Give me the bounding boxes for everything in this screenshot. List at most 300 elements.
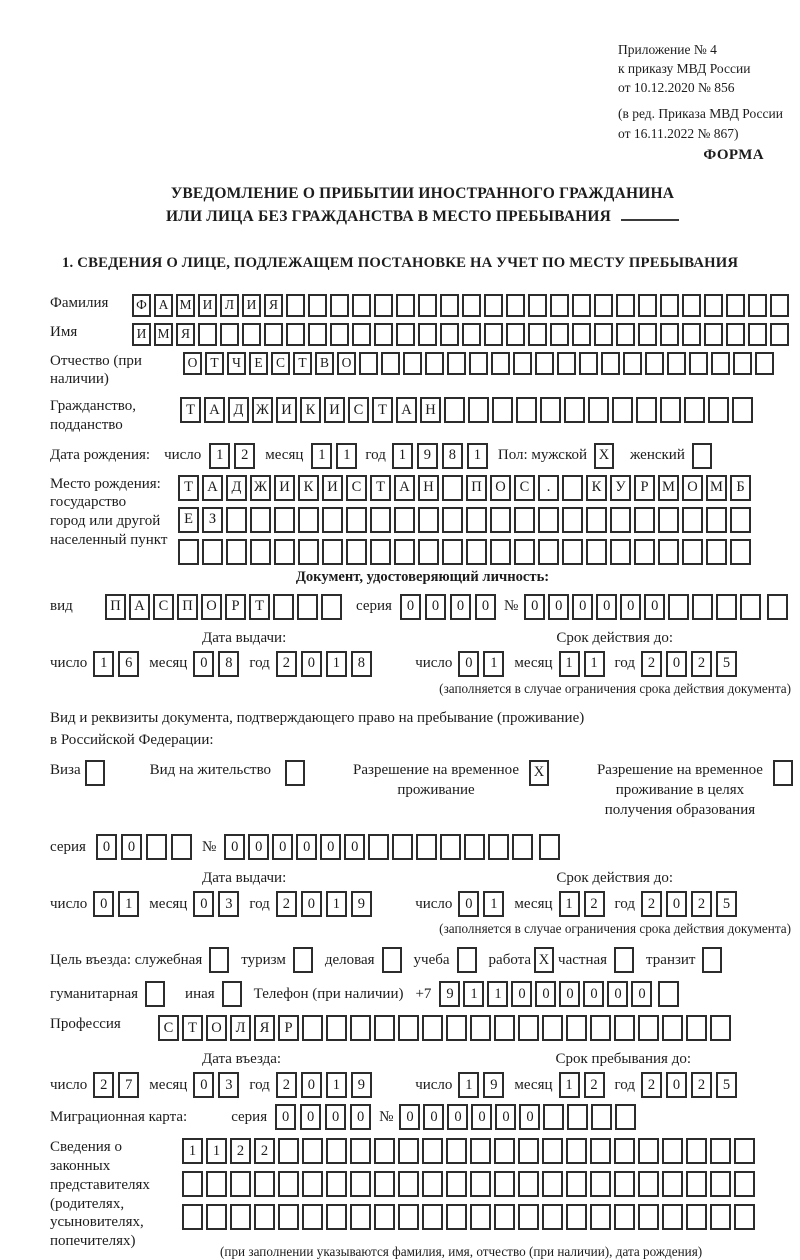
residence-expiry-year-cells[interactable] xyxy=(641,891,737,917)
char-cell[interactable]: И xyxy=(132,323,151,346)
migration-number-cells[interactable] xyxy=(399,1104,636,1130)
stay-day-cells[interactable] xyxy=(458,1072,504,1098)
char-cell[interactable] xyxy=(422,1204,443,1230)
char-cell[interactable] xyxy=(403,352,422,375)
char-cell[interactable]: 3 xyxy=(218,891,239,917)
char-cell[interactable]: О xyxy=(183,352,202,375)
char-cell[interactable] xyxy=(734,1171,755,1197)
char-cell[interactable] xyxy=(491,352,510,375)
char-cell[interactable] xyxy=(230,1204,251,1230)
birth-year-cells[interactable] xyxy=(392,443,488,469)
char-cell[interactable] xyxy=(209,947,229,973)
char-cell[interactable] xyxy=(692,443,712,469)
char-cell[interactable] xyxy=(740,594,761,620)
char-cell[interactable] xyxy=(446,1138,467,1164)
char-cell[interactable] xyxy=(220,323,239,346)
char-cell[interactable] xyxy=(254,1204,275,1230)
char-cell[interactable]: 0 xyxy=(559,981,580,1007)
char-cell[interactable]: 1 xyxy=(487,981,508,1007)
char-cell[interactable] xyxy=(416,834,437,860)
char-cell[interactable] xyxy=(346,507,367,533)
residence-number-extra-cell[interactable] xyxy=(539,834,560,860)
char-cell[interactable] xyxy=(726,294,745,317)
char-cell[interactable]: 2 xyxy=(691,651,712,677)
char-cell[interactable] xyxy=(732,397,753,423)
char-cell[interactable]: Я xyxy=(254,1015,275,1041)
char-cell[interactable] xyxy=(470,1138,491,1164)
char-cell[interactable]: 0 xyxy=(458,651,479,677)
char-cell[interactable]: 2 xyxy=(254,1138,275,1164)
char-cell[interactable] xyxy=(686,1171,707,1197)
char-cell[interactable] xyxy=(566,1015,587,1041)
char-cell[interactable] xyxy=(748,323,767,346)
char-cell[interactable] xyxy=(542,1138,563,1164)
char-cell[interactable] xyxy=(442,507,463,533)
purpose-official-checkbox[interactable] xyxy=(209,947,229,973)
char-cell[interactable]: Т xyxy=(182,1015,203,1041)
expiry-year-cells[interactable] xyxy=(641,651,737,677)
char-cell[interactable] xyxy=(264,323,283,346)
char-cell[interactable] xyxy=(440,294,459,317)
char-cell[interactable] xyxy=(178,539,199,565)
char-cell[interactable]: 0 xyxy=(193,891,214,917)
char-cell[interactable] xyxy=(770,323,789,346)
char-cell[interactable] xyxy=(322,507,343,533)
char-cell[interactable] xyxy=(470,1171,491,1197)
char-cell[interactable]: 9 xyxy=(351,1072,372,1098)
char-cell[interactable] xyxy=(374,1171,395,1197)
char-cell[interactable] xyxy=(734,1138,755,1164)
char-cell[interactable] xyxy=(614,1171,635,1197)
char-cell[interactable] xyxy=(278,1204,299,1230)
char-cell[interactable]: 0 xyxy=(300,1104,321,1130)
char-cell[interactable]: 0 xyxy=(475,594,496,620)
char-cell[interactable] xyxy=(567,1104,588,1130)
surname-cells[interactable] xyxy=(132,294,789,317)
char-cell[interactable] xyxy=(634,507,655,533)
char-cell[interactable] xyxy=(658,507,679,533)
char-cell[interactable] xyxy=(614,1204,635,1230)
char-cell[interactable] xyxy=(422,1171,443,1197)
char-cell[interactable] xyxy=(394,507,415,533)
char-cell[interactable]: 2 xyxy=(276,1072,297,1098)
char-cell[interactable] xyxy=(579,352,598,375)
char-cell[interactable] xyxy=(645,352,664,375)
char-cell[interactable]: 0 xyxy=(224,834,245,860)
char-cell[interactable] xyxy=(398,1204,419,1230)
char-cell[interactable] xyxy=(326,1138,347,1164)
char-cell[interactable] xyxy=(662,1138,683,1164)
citizenship-cells[interactable] xyxy=(180,397,753,423)
char-cell[interactable]: 8 xyxy=(218,651,239,677)
char-cell[interactable]: 2 xyxy=(641,651,662,677)
char-cell[interactable] xyxy=(538,539,559,565)
char-cell[interactable]: 5 xyxy=(716,891,737,917)
char-cell[interactable]: 1 xyxy=(118,891,139,917)
stay-year-cells[interactable] xyxy=(641,1072,737,1098)
char-cell[interactable] xyxy=(636,397,657,423)
char-cell[interactable] xyxy=(85,760,105,786)
purpose-private-checkbox[interactable] xyxy=(614,947,634,973)
char-cell[interactable] xyxy=(374,1015,395,1041)
birth-day-cells[interactable] xyxy=(209,443,255,469)
char-cell[interactable] xyxy=(770,294,789,317)
char-cell[interactable] xyxy=(398,1138,419,1164)
name-cells[interactable] xyxy=(132,323,789,346)
residence-permit-checkbox[interactable] xyxy=(285,760,305,786)
char-cell[interactable]: С xyxy=(271,352,290,375)
char-cell[interactable]: Б xyxy=(730,475,751,501)
char-cell[interactable] xyxy=(590,1204,611,1230)
char-cell[interactable]: 1 xyxy=(336,443,357,469)
char-cell[interactable]: 1 xyxy=(483,891,504,917)
legal-cells-row1[interactable] xyxy=(182,1138,755,1164)
char-cell[interactable] xyxy=(564,397,585,423)
char-cell[interactable] xyxy=(490,507,511,533)
char-cell[interactable] xyxy=(557,352,576,375)
char-cell[interactable] xyxy=(562,475,583,501)
doc-series-cells[interactable] xyxy=(400,594,496,620)
char-cell[interactable] xyxy=(302,1015,323,1041)
char-cell[interactable] xyxy=(382,947,402,973)
char-cell[interactable] xyxy=(562,507,583,533)
purpose-other-checkbox[interactable] xyxy=(222,981,242,1007)
char-cell[interactable]: 0 xyxy=(583,981,604,1007)
migration-series-cells[interactable] xyxy=(275,1104,371,1130)
char-cell[interactable] xyxy=(396,323,415,346)
char-cell[interactable]: В xyxy=(315,352,334,375)
char-cell[interactable] xyxy=(370,539,391,565)
char-cell[interactable]: А xyxy=(394,475,415,501)
char-cell[interactable]: 0 xyxy=(301,891,322,917)
char-cell[interactable]: 1 xyxy=(584,651,605,677)
birth-month-cells[interactable] xyxy=(311,443,357,469)
char-cell[interactable] xyxy=(359,352,378,375)
char-cell[interactable] xyxy=(398,1171,419,1197)
char-cell[interactable] xyxy=(638,1015,659,1041)
char-cell[interactable] xyxy=(710,1204,731,1230)
char-cell[interactable] xyxy=(368,834,389,860)
char-cell[interactable]: 0 xyxy=(193,1072,214,1098)
residence-series-cells[interactable] xyxy=(96,834,192,860)
char-cell[interactable] xyxy=(230,1171,251,1197)
entry-year-cells[interactable] xyxy=(276,1072,372,1098)
char-cell[interactable] xyxy=(492,397,513,423)
char-cell[interactable]: А xyxy=(129,594,150,620)
char-cell[interactable]: З xyxy=(202,507,223,533)
char-cell[interactable] xyxy=(494,1204,515,1230)
char-cell[interactable] xyxy=(516,397,537,423)
char-cell[interactable] xyxy=(682,539,703,565)
char-cell[interactable]: 2 xyxy=(234,443,255,469)
char-cell[interactable] xyxy=(484,323,503,346)
char-cell[interactable] xyxy=(285,760,305,786)
sex-male-checkbox[interactable] xyxy=(594,443,614,469)
char-cell[interactable]: 0 xyxy=(275,1104,296,1130)
char-cell[interactable] xyxy=(591,1104,612,1130)
char-cell[interactable]: Д xyxy=(228,397,249,423)
char-cell[interactable] xyxy=(734,1204,755,1230)
char-cell[interactable]: 2 xyxy=(584,1072,605,1098)
char-cell[interactable]: 1 xyxy=(559,1072,580,1098)
char-cell[interactable]: Ф xyxy=(132,294,151,317)
char-cell[interactable]: К xyxy=(586,475,607,501)
char-cell[interactable] xyxy=(638,1204,659,1230)
doc-number-extra-cell[interactable] xyxy=(767,594,788,620)
char-cell[interactable] xyxy=(518,1138,539,1164)
char-cell[interactable] xyxy=(638,1171,659,1197)
stay-month-cells[interactable] xyxy=(559,1072,605,1098)
char-cell[interactable]: И xyxy=(242,294,261,317)
char-cell[interactable] xyxy=(444,397,465,423)
char-cell[interactable]: М xyxy=(658,475,679,501)
char-cell[interactable] xyxy=(616,294,635,317)
char-cell[interactable] xyxy=(708,397,729,423)
char-cell[interactable]: 0 xyxy=(511,981,532,1007)
char-cell[interactable]: 9 xyxy=(439,981,460,1007)
char-cell[interactable] xyxy=(710,1171,731,1197)
char-cell[interactable]: 2 xyxy=(584,891,605,917)
char-cell[interactable]: 2 xyxy=(276,891,297,917)
char-cell[interactable]: 1 xyxy=(311,443,332,469)
char-cell[interactable] xyxy=(518,1204,539,1230)
char-cell[interactable] xyxy=(381,352,400,375)
char-cell[interactable]: 0 xyxy=(301,1072,322,1098)
char-cell[interactable]: С xyxy=(346,475,367,501)
char-cell[interactable]: П xyxy=(177,594,198,620)
char-cell[interactable] xyxy=(226,507,247,533)
char-cell[interactable]: Я xyxy=(176,323,195,346)
purpose-study-checkbox[interactable] xyxy=(457,947,477,973)
char-cell[interactable] xyxy=(623,352,642,375)
char-cell[interactable]: А xyxy=(154,294,173,317)
char-cell[interactable] xyxy=(242,323,261,346)
char-cell[interactable] xyxy=(392,834,413,860)
char-cell[interactable]: 2 xyxy=(641,1072,662,1098)
residence-issue-month-cells[interactable] xyxy=(193,891,239,917)
char-cell[interactable]: 2 xyxy=(93,1072,114,1098)
phone-extra-cell[interactable] xyxy=(658,981,679,1007)
char-cell[interactable]: 3 xyxy=(218,1072,239,1098)
char-cell[interactable] xyxy=(442,475,463,501)
char-cell[interactable] xyxy=(588,397,609,423)
char-cell[interactable] xyxy=(566,1138,587,1164)
char-cell[interactable]: 1 xyxy=(326,891,347,917)
char-cell[interactable]: 0 xyxy=(350,1104,371,1130)
residence-issue-day-cells[interactable] xyxy=(93,891,139,917)
char-cell[interactable] xyxy=(494,1138,515,1164)
char-cell[interactable]: М xyxy=(176,294,195,317)
char-cell[interactable] xyxy=(586,507,607,533)
char-cell[interactable] xyxy=(374,323,393,346)
char-cell[interactable]: И xyxy=(322,475,343,501)
char-cell[interactable] xyxy=(440,323,459,346)
char-cell[interactable]: 0 xyxy=(344,834,365,860)
char-cell[interactable] xyxy=(716,594,737,620)
char-cell[interactable] xyxy=(590,1015,611,1041)
char-cell[interactable]: 0 xyxy=(666,651,687,677)
char-cell[interactable] xyxy=(273,594,294,620)
char-cell[interactable]: 1 xyxy=(392,443,413,469)
char-cell[interactable] xyxy=(418,294,437,317)
char-cell[interactable] xyxy=(374,1138,395,1164)
char-cell[interactable] xyxy=(601,352,620,375)
char-cell[interactable]: А xyxy=(396,397,417,423)
profession-cells[interactable] xyxy=(158,1015,731,1041)
char-cell[interactable] xyxy=(464,834,485,860)
birth-place-cells-row2[interactable] xyxy=(178,507,751,533)
char-cell[interactable] xyxy=(706,539,727,565)
char-cell[interactable] xyxy=(704,323,723,346)
char-cell[interactable] xyxy=(494,1015,515,1041)
char-cell[interactable]: Т xyxy=(180,397,201,423)
char-cell[interactable] xyxy=(692,594,713,620)
residence-expiry-day-cells[interactable] xyxy=(458,891,504,917)
entry-month-cells[interactable] xyxy=(193,1072,239,1098)
char-cell[interactable] xyxy=(308,294,327,317)
char-cell[interactable]: Т xyxy=(205,352,224,375)
char-cell[interactable] xyxy=(730,539,751,565)
char-cell[interactable] xyxy=(457,947,477,973)
char-cell[interactable] xyxy=(682,294,701,317)
char-cell[interactable] xyxy=(490,539,511,565)
temp-permit-checkbox[interactable] xyxy=(529,760,549,786)
char-cell[interactable] xyxy=(730,507,751,533)
char-cell[interactable]: 1 xyxy=(209,443,230,469)
char-cell[interactable]: 0 xyxy=(93,891,114,917)
char-cell[interactable] xyxy=(488,834,509,860)
char-cell[interactable]: Т xyxy=(293,352,312,375)
char-cell[interactable] xyxy=(302,1204,323,1230)
char-cell[interactable] xyxy=(594,323,613,346)
char-cell[interactable] xyxy=(572,294,591,317)
char-cell[interactable] xyxy=(352,294,371,317)
char-cell[interactable]: 0 xyxy=(320,834,341,860)
char-cell[interactable] xyxy=(321,594,342,620)
char-cell[interactable] xyxy=(543,1104,564,1130)
char-cell[interactable]: 0 xyxy=(400,594,421,620)
char-cell[interactable]: 0 xyxy=(607,981,628,1007)
char-cell[interactable] xyxy=(297,594,318,620)
char-cell[interactable] xyxy=(702,947,722,973)
patronymic-cells[interactable] xyxy=(183,352,774,375)
char-cell[interactable]: 0 xyxy=(596,594,617,620)
purpose-work-checkbox[interactable] xyxy=(534,947,554,973)
char-cell[interactable]: . xyxy=(538,475,559,501)
char-cell[interactable]: 0 xyxy=(425,594,446,620)
char-cell[interactable] xyxy=(660,294,679,317)
char-cell[interactable] xyxy=(250,539,271,565)
char-cell[interactable] xyxy=(550,323,569,346)
char-cell[interactable] xyxy=(250,507,271,533)
char-cell[interactable]: А xyxy=(202,475,223,501)
phone-cells[interactable] xyxy=(439,981,652,1007)
char-cell[interactable]: 0 xyxy=(524,594,545,620)
char-cell[interactable]: 2 xyxy=(691,891,712,917)
char-cell[interactable] xyxy=(513,352,532,375)
issue-month-cells[interactable] xyxy=(193,651,239,677)
char-cell[interactable] xyxy=(308,323,327,346)
char-cell[interactable]: 1 xyxy=(463,981,484,1007)
char-cell[interactable] xyxy=(706,507,727,533)
char-cell[interactable] xyxy=(704,294,723,317)
char-cell[interactable] xyxy=(330,323,349,346)
char-cell[interactable]: X xyxy=(594,443,614,469)
char-cell[interactable] xyxy=(616,323,635,346)
char-cell[interactable]: Н xyxy=(420,397,441,423)
char-cell[interactable]: 0 xyxy=(121,834,142,860)
char-cell[interactable] xyxy=(350,1138,371,1164)
char-cell[interactable] xyxy=(658,981,679,1007)
char-cell[interactable]: М xyxy=(706,475,727,501)
char-cell[interactable]: Я xyxy=(264,294,283,317)
char-cell[interactable] xyxy=(773,760,793,786)
char-cell[interactable] xyxy=(286,294,305,317)
char-cell[interactable] xyxy=(198,323,217,346)
char-cell[interactable]: П xyxy=(466,475,487,501)
char-cell[interactable] xyxy=(572,323,591,346)
char-cell[interactable]: 0 xyxy=(644,594,665,620)
char-cell[interactable] xyxy=(418,539,439,565)
char-cell[interactable] xyxy=(535,352,554,375)
char-cell[interactable] xyxy=(590,1138,611,1164)
char-cell[interactable] xyxy=(352,323,371,346)
purpose-humanitarian-checkbox[interactable] xyxy=(145,981,165,1007)
char-cell[interactable]: Т xyxy=(372,397,393,423)
char-cell[interactable] xyxy=(278,1171,299,1197)
char-cell[interactable] xyxy=(710,1015,731,1041)
char-cell[interactable] xyxy=(594,294,613,317)
char-cell[interactable] xyxy=(206,1171,227,1197)
visa-checkbox[interactable] xyxy=(85,760,105,786)
expiry-month-cells[interactable] xyxy=(559,651,605,677)
char-cell[interactable] xyxy=(726,323,745,346)
char-cell[interactable] xyxy=(612,397,633,423)
char-cell[interactable]: 0 xyxy=(296,834,317,860)
char-cell[interactable] xyxy=(298,507,319,533)
char-cell[interactable] xyxy=(566,1171,587,1197)
char-cell[interactable] xyxy=(202,539,223,565)
char-cell[interactable]: 0 xyxy=(399,1104,420,1130)
char-cell[interactable]: И xyxy=(324,397,345,423)
char-cell[interactable]: X xyxy=(529,760,549,786)
char-cell[interactable]: С xyxy=(348,397,369,423)
char-cell[interactable]: Т xyxy=(178,475,199,501)
char-cell[interactable] xyxy=(182,1204,203,1230)
char-cell[interactable]: 8 xyxy=(442,443,463,469)
char-cell[interactable]: О xyxy=(682,475,703,501)
char-cell[interactable] xyxy=(542,1204,563,1230)
char-cell[interactable]: 0 xyxy=(423,1104,444,1130)
char-cell[interactable]: 0 xyxy=(325,1104,346,1130)
char-cell[interactable]: 0 xyxy=(572,594,593,620)
char-cell[interactable] xyxy=(350,1204,371,1230)
char-cell[interactable]: О xyxy=(490,475,511,501)
char-cell[interactable] xyxy=(330,294,349,317)
entry-day-cells[interactable] xyxy=(93,1072,139,1098)
char-cell[interactable]: 0 xyxy=(519,1104,540,1130)
char-cell[interactable]: Т xyxy=(370,475,391,501)
char-cell[interactable] xyxy=(590,1171,611,1197)
char-cell[interactable]: 0 xyxy=(193,651,214,677)
char-cell[interactable] xyxy=(440,834,461,860)
char-cell[interactable] xyxy=(610,507,631,533)
char-cell[interactable]: И xyxy=(276,397,297,423)
char-cell[interactable] xyxy=(733,352,752,375)
char-cell[interactable]: 0 xyxy=(471,1104,492,1130)
birth-place-cells-row3[interactable] xyxy=(178,539,751,565)
char-cell[interactable]: 9 xyxy=(351,891,372,917)
